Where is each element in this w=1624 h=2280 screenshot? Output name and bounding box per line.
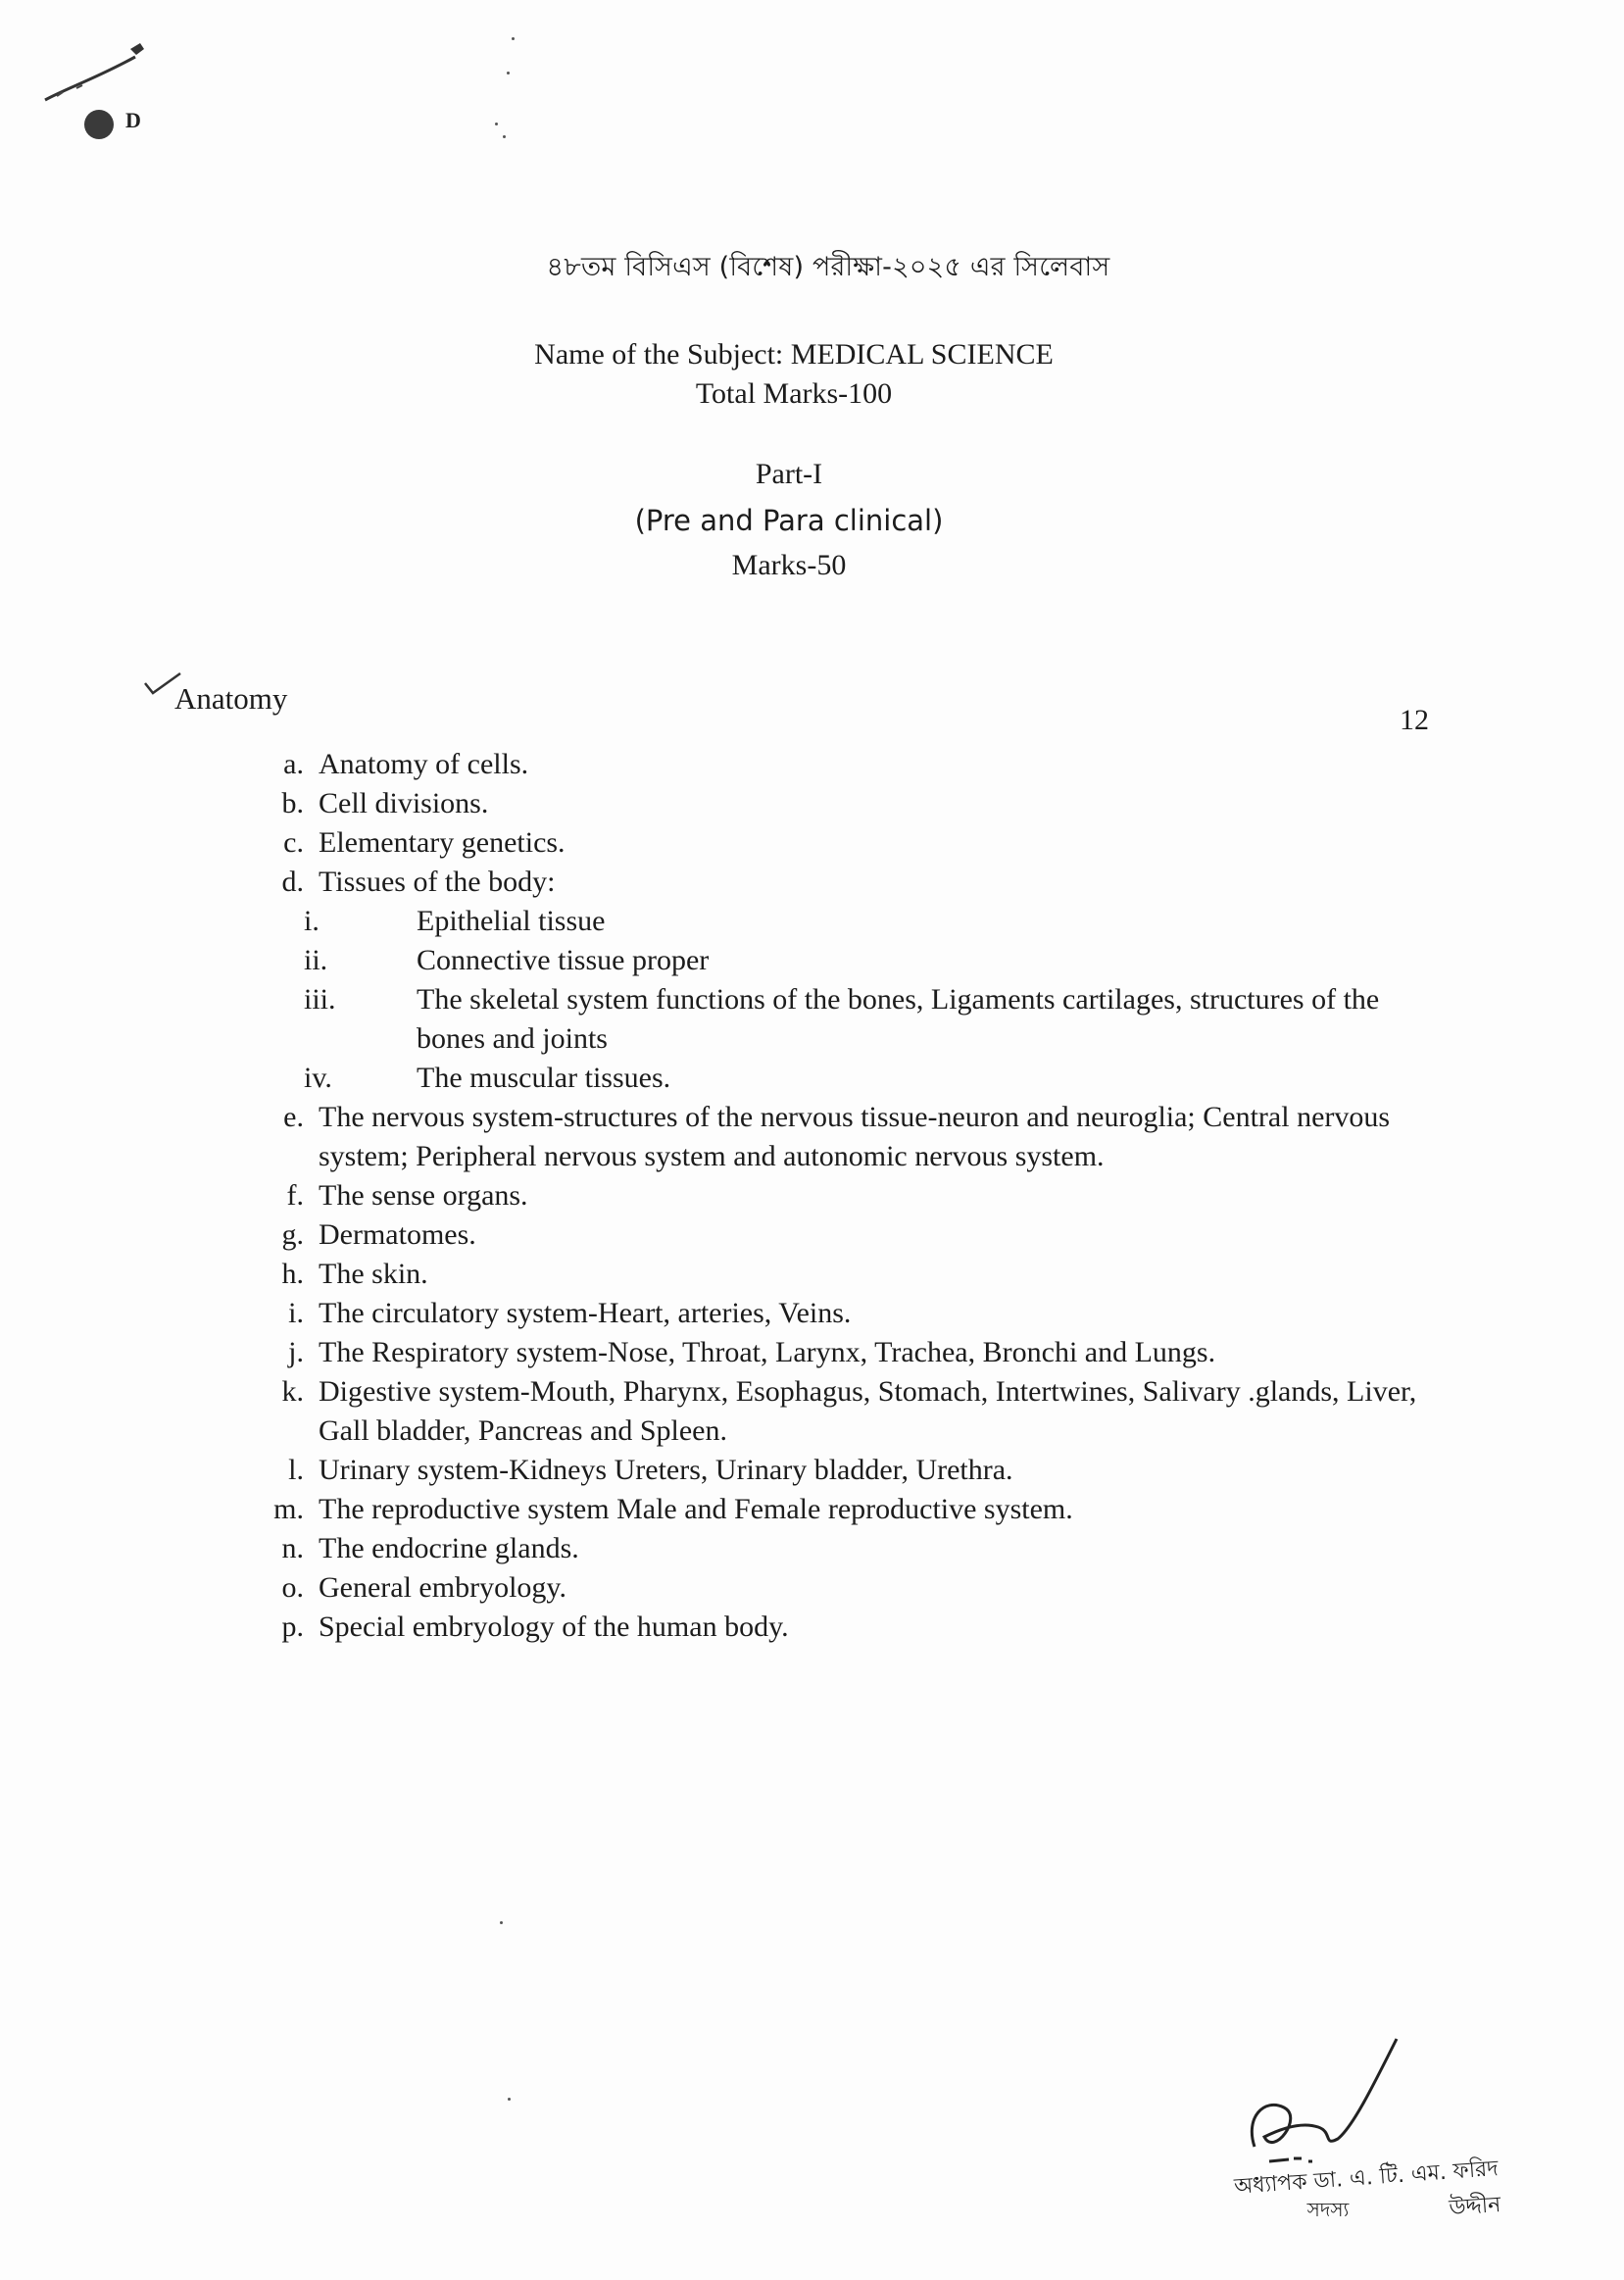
speck xyxy=(507,72,510,74)
list-item: e. The nervous system-structures of the nervous tissue-neuron and neuroglia; Central nervous system; Peripheral nervous system and autonomic nervous system. xyxy=(283,1101,1391,1172)
subject-line: Name of the Subject: MEDICAL SCIENCE xyxy=(534,338,1054,371)
list-item: a. Anatomy of cells. xyxy=(283,748,529,780)
topic-outline xyxy=(245,745,1451,1647)
list-item: k. Digestive system-Mouth, Pharynx, Esophagus, Stomach, Intertwines, Salivary .glands, Liver, Gall bladder, Pancreas and Spleen. xyxy=(281,1375,1417,1447)
speck xyxy=(508,2098,511,2101)
list-item: g. Dermatomes. xyxy=(281,1218,476,1251)
pen-mark-icon xyxy=(37,29,165,108)
list-item: m. The reproductive system Male and Female reproductive system. xyxy=(273,1493,1073,1525)
section-title: Anatomy xyxy=(174,681,288,716)
corner-stamp xyxy=(37,29,165,147)
list-item: i. The circulatory system-Heart, arteries, Veins. xyxy=(288,1297,852,1329)
list-item: c. Elementary genetics. xyxy=(283,826,566,859)
speck xyxy=(503,135,506,138)
bangla-title: ৪৮তম বিসিএস (বিশেষ) পরীক্ষা-২০২৫ এর সিলেবাস xyxy=(546,252,1110,282)
signatory-name: অধ্যাপক ডা. এ. টি. এম. ফরিদ উদ্দীন xyxy=(1233,2156,1502,2221)
part-marks: Marks-50 xyxy=(731,549,847,581)
list-item: d. Tissues of the body: xyxy=(281,866,556,898)
speck xyxy=(512,37,515,40)
sub-list-item: iv. The muscular tissues. xyxy=(304,1062,671,1094)
sub-list-item: ii. Connective tissue proper xyxy=(304,944,710,976)
seal-icon xyxy=(84,110,114,139)
part-subtitle: (Pre and Para clinical) xyxy=(634,504,944,537)
speck xyxy=(500,1921,503,1924)
part-heading: Part-I xyxy=(755,458,823,490)
list-item: b. Cell divisions. xyxy=(281,787,489,819)
sub-list-item: iii. The skeletal system functions of the bones, Ligaments cartilages, structures of the bones and joints xyxy=(304,983,1380,1055)
list-item: l. Urinary system-Kidneys Ureters, Urinary bladder, Urethra. xyxy=(288,1454,1013,1486)
section-marks: 12 xyxy=(1400,704,1429,736)
list-item: o. General embryology. xyxy=(281,1571,566,1604)
list-item: n. The endocrine glands. xyxy=(281,1532,579,1564)
total-marks: Total Marks-100 xyxy=(695,377,893,410)
list-item: p. Special embryology of the human body. xyxy=(281,1611,789,1643)
sub-list-item: i. Epithelial tissue xyxy=(304,905,606,937)
list-item: j. The Respiratory system-Nose, Throat, Larynx, Trachea, Bronchi and Lungs. xyxy=(288,1336,1216,1368)
list-item: h. The skin. xyxy=(281,1258,428,1290)
list-item: f. The sense organs. xyxy=(286,1179,528,1212)
seal-letter: D xyxy=(125,108,141,132)
speck xyxy=(495,123,498,125)
signatory-role: সদস্য xyxy=(1306,2198,1350,2221)
